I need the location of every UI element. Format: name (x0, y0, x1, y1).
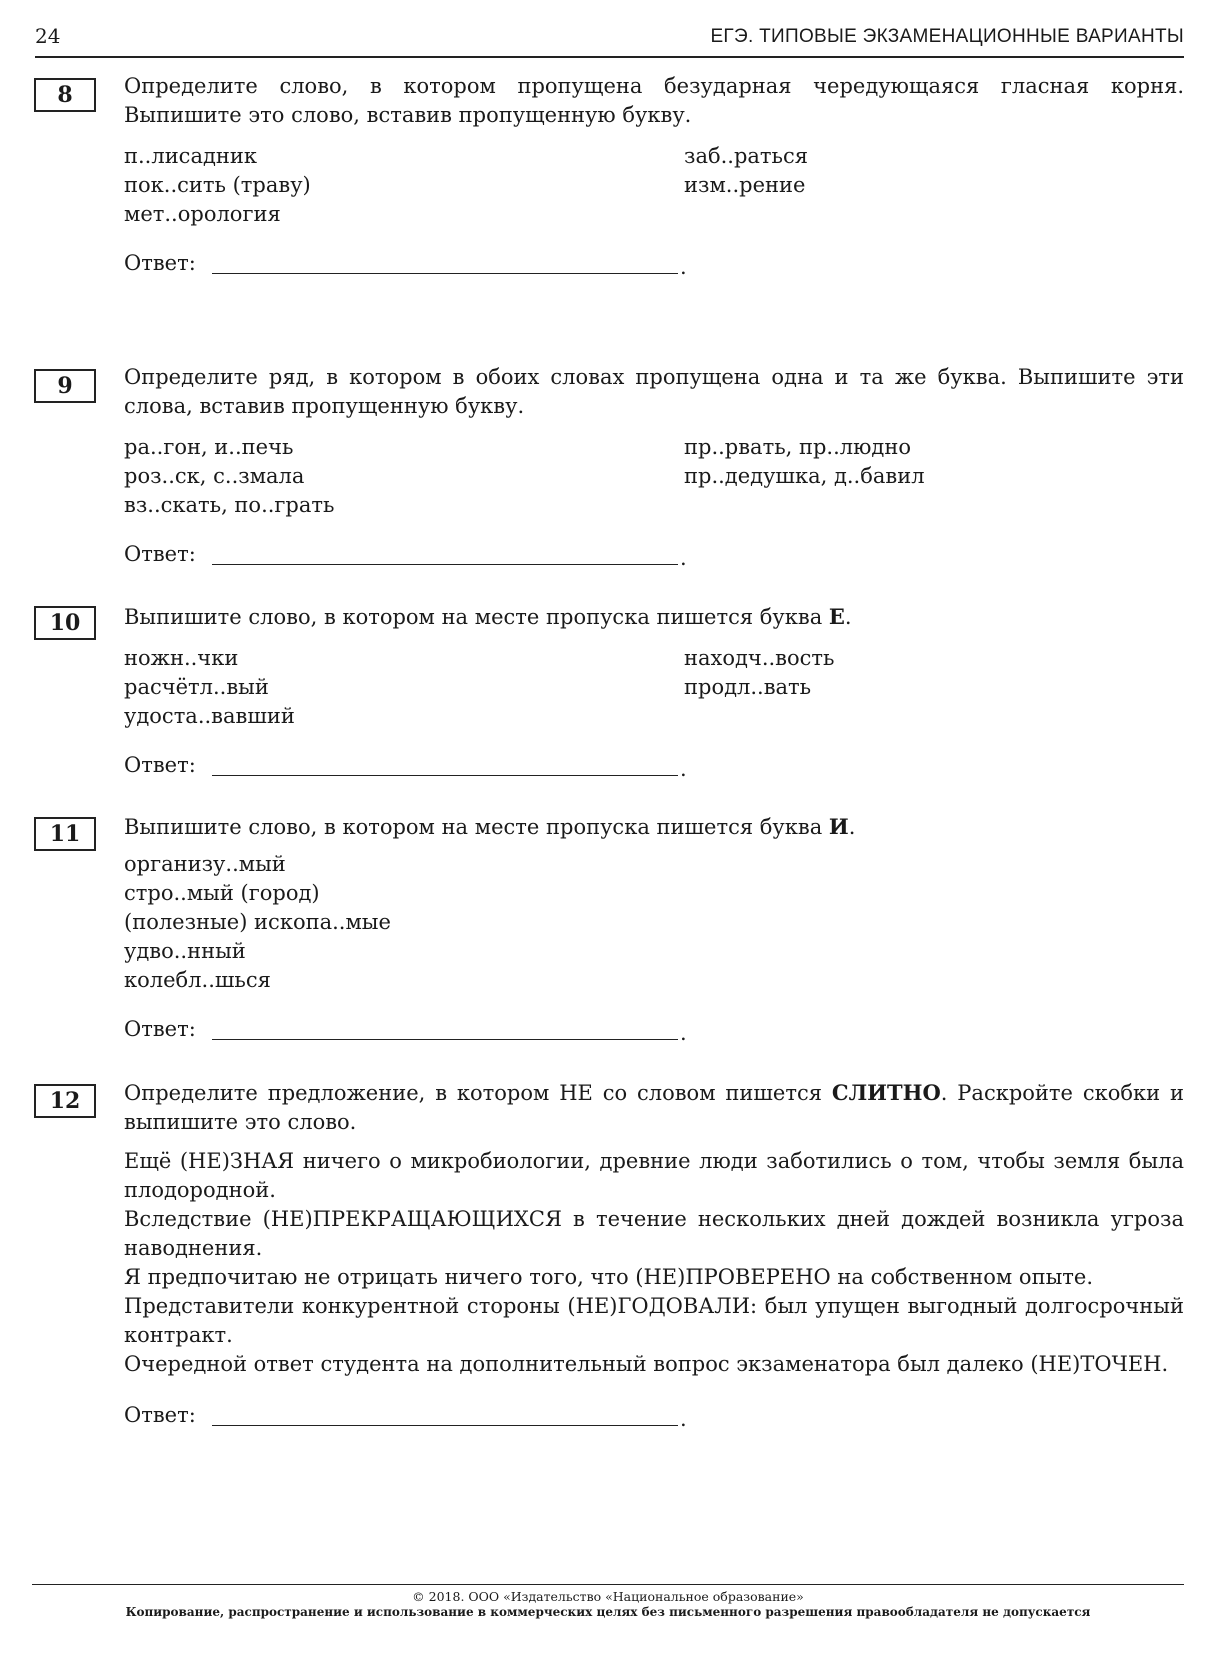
option-item: ра..гон, и..печь (124, 435, 294, 459)
option-item: пр..дедушка, д..бавил (684, 464, 925, 488)
answer-line[interactable] (212, 1039, 678, 1040)
question-letter: Е (828, 604, 845, 629)
task-12 (32, 1078, 1184, 1431)
task-number-box: 12 (34, 1084, 96, 1118)
option-item: пр..рвать, пр..людно (684, 435, 911, 459)
page-footer (32, 1584, 1184, 1619)
task-10 (32, 602, 1184, 781)
answer-dot: . (680, 1021, 687, 1045)
option-item: мет..орология (124, 202, 281, 226)
option-item: изм..рение (684, 173, 806, 197)
option-item: ножн..чки (124, 646, 239, 670)
question-bold-word: СЛИТНО (831, 1080, 941, 1105)
task-question (124, 812, 1184, 842)
sentence-item: Я предпочитаю не отрицать ничего того, что (НЕ)ПРОВЕРЕНО на собственном опыте. (124, 1265, 1094, 1289)
option-item: заб..раться (684, 144, 808, 168)
answer-dot: . (680, 546, 687, 570)
sentence-item: Представители конкурентной стороны (НЕ)ГОДОВАЛИ: был упущен выгодный долгосрочный контракт. (124, 1294, 1184, 1347)
options-list (124, 850, 1184, 995)
task-11 (32, 812, 1184, 1045)
options-list (124, 433, 1184, 520)
footer-copyright: © 2018. ООО «Издательство «Национальное образование» (412, 1589, 804, 1604)
option-item: п..лисадник (124, 144, 258, 168)
answer-dot: . (680, 757, 687, 781)
task-question: Определите слово, в котором пропущена безударная чередующаяся гласная корня. Выпишите это слово, вставив пропущенную букву. (124, 74, 1184, 127)
answer-field[interactable] (124, 751, 1184, 781)
task-number-box: 11 (34, 817, 96, 851)
task-question (124, 1078, 1184, 1137)
answer-line[interactable] (212, 564, 678, 565)
option-item: удво..нный (124, 939, 246, 963)
answer-field[interactable] (124, 1015, 1184, 1045)
sentences-list (124, 1147, 1184, 1379)
option-item: вз..скать, по..грать (124, 493, 335, 517)
task-number-box: 8 (34, 78, 96, 112)
question-text: Определите предложение, в котором НЕ со словом пишется (124, 1081, 832, 1105)
answer-field[interactable] (124, 249, 1184, 279)
answer-label: Ответ: (124, 542, 196, 566)
answer-label: Ответ: (124, 1403, 196, 1427)
sentence-item: Вследствие (НЕ)ПРЕКРАЩАЮЩИХСЯ в течение нескольких дней дождей возникла угроза наводнения. (124, 1207, 1184, 1260)
task-8 (32, 72, 1184, 279)
task-question (124, 602, 1184, 632)
option-item: пок..сить (траву) (124, 173, 311, 197)
answer-line[interactable] (212, 1425, 678, 1426)
options-list (124, 644, 1184, 731)
question-end: . Раскройте скобки и выпишите это слово. (124, 1081, 1184, 1134)
task-question: Определите ряд, в котором в обоих словах пропущена одна и та же буква. Выпишите эти слова, вставив пропущенную букву. (124, 365, 1184, 418)
task-9 (32, 363, 1184, 570)
answer-field[interactable] (124, 540, 1184, 570)
answer-label: Ответ: (124, 753, 196, 777)
page-number: 24 (35, 24, 61, 48)
question-letter: И (828, 814, 849, 839)
option-item: колебл..шься (124, 968, 271, 992)
question-text: Выпишите слово, в котором на месте пропуска пишется буква (124, 815, 829, 839)
option-item: (полезные) ископа..мые (124, 910, 391, 934)
answer-line[interactable] (212, 775, 678, 776)
option-item: удоста..вавший (124, 704, 295, 728)
option-item: расчётл..вый (124, 675, 269, 699)
answer-label: Ответ: (124, 251, 196, 275)
option-item: организу..мый (124, 852, 286, 876)
page-header (35, 22, 1184, 58)
sentence-item: Ещё (НЕ)ЗНАЯ ничего о микробиологии, древние люди заботились о том, чтобы земля была плодородной. (124, 1149, 1184, 1202)
option-item: находч..вость (684, 646, 835, 670)
options-list (124, 142, 1184, 229)
option-item: стро..мый (город) (124, 881, 320, 905)
task-number-box: 9 (34, 369, 96, 403)
question-end: . (848, 815, 856, 839)
running-title: ЕГЭ. ТИПОВЫЕ ЭКЗАМЕНАЦИОННЫЕ ВАРИАНТЫ (710, 26, 1184, 47)
answer-field[interactable] (124, 1401, 1184, 1431)
footer-notice: Копирование, распространение и использование в коммерческих целях без письменного разрешения правообладателя не допускается (125, 1605, 1091, 1619)
question-text: Выпишите слово, в котором на месте пропуска пишется буква (124, 605, 829, 629)
option-item: продл..вать (684, 675, 812, 699)
answer-dot: . (680, 255, 687, 279)
question-end: . (844, 605, 852, 629)
answer-dot: . (680, 1407, 687, 1431)
task-number-box: 10 (34, 606, 96, 640)
sentence-item: Очередной ответ студента на дополнительный вопрос экзаменатора был далеко (НЕ)ТОЧЕН. (124, 1352, 1169, 1376)
option-item: роз..ск, с..змала (124, 464, 305, 488)
answer-label: Ответ: (124, 1017, 196, 1041)
answer-line[interactable] (212, 273, 678, 274)
